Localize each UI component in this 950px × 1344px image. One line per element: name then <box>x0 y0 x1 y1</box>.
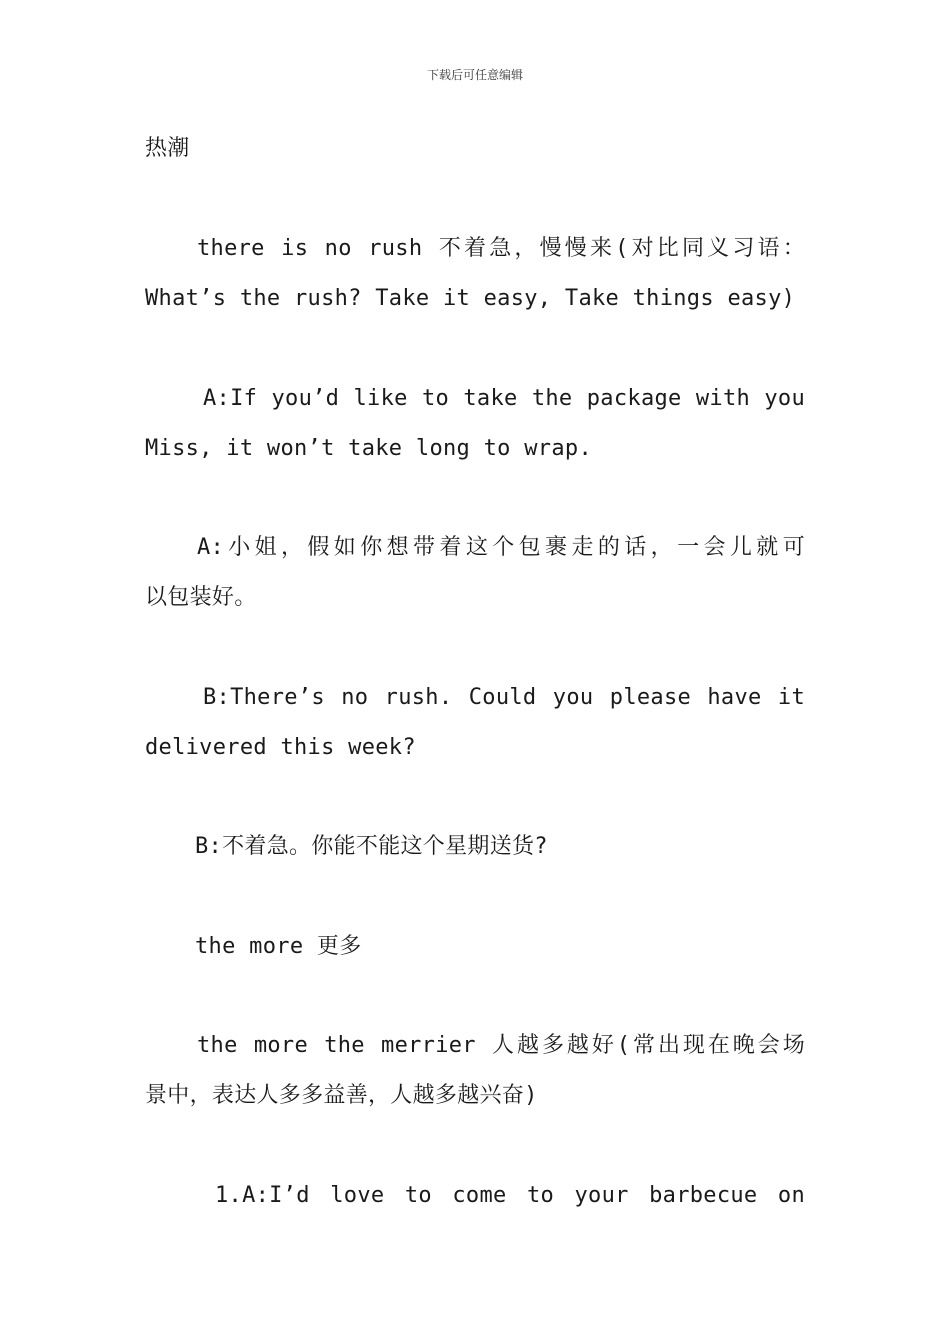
text-line: the more the merrier 人越多越好(常出现在晚会场 <box>197 1033 805 1058</box>
text-line: 以包装好。 <box>145 585 257 610</box>
header-note: 下载后可任意编辑 <box>426 68 523 82</box>
text-line: there is no rush 不着急，慢慢来(对比同义习语： <box>197 236 805 261</box>
text-line: B:There’s no rush. Could you please have it <box>203 685 805 710</box>
text-line: 景中，表达人多多益善，人越多越兴奋) <box>145 1083 538 1108</box>
text-line: delivered this week? <box>145 735 416 760</box>
text-line: 热潮 <box>145 136 190 161</box>
text-line: A:小姐，假如你想带着这个包裹走的话，一会儿就可 <box>197 535 805 560</box>
text-line: the more 更多 <box>195 934 362 959</box>
text-line: B:不着急。你能不能这个星期送货? <box>195 834 548 859</box>
text-line: What’s the rush? Take it easy, Take things easy) <box>145 286 796 311</box>
text-line: Miss, it won’t take long to wrap. <box>145 436 592 461</box>
text-line: 1.A:I’d love to come to your barbecue on <box>215 1183 805 1208</box>
text-line: A:If you’d like to take the package with you <box>203 386 805 411</box>
